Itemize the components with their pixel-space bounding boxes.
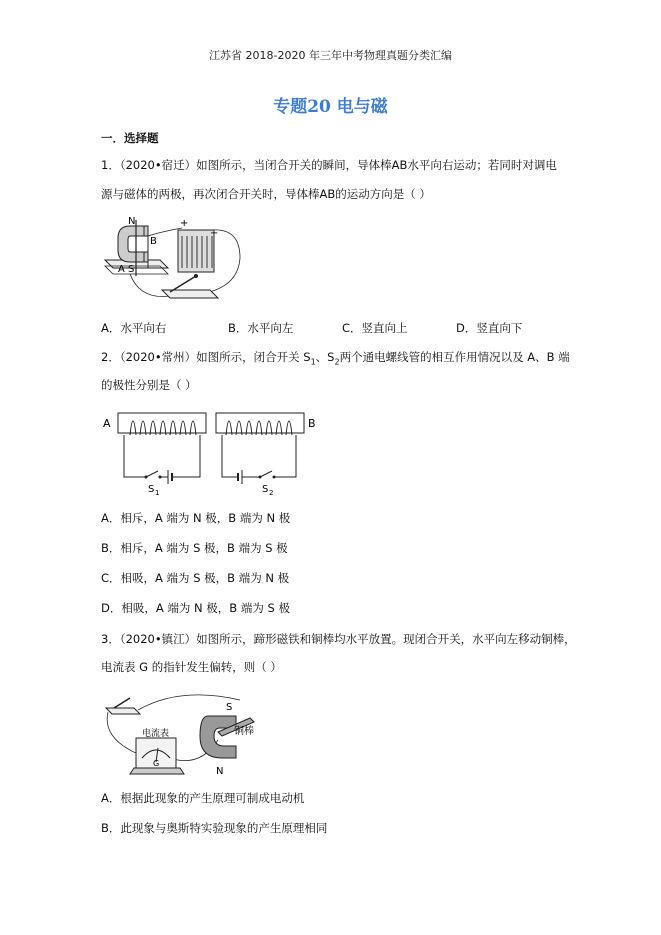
document-header: 江苏省 2018-2020 年三年中考物理真题分类汇编	[209, 49, 452, 62]
q1-label-b: B	[150, 236, 157, 247]
q2-figure-solenoids	[100, 405, 330, 500]
q1-stem-line2: 源与磁体的两极，再次闭合开关时，导体棒AB的运动方向是（ ）	[101, 187, 431, 201]
q1-stem-line1: 1．（2020•宿迁）如图所示，当闭合开关的瞬间，导体棒AB水平向右运动；若同时对调电	[101, 158, 557, 172]
q3-figure-induction-experiment	[100, 688, 260, 778]
q3-label-n: N	[216, 766, 224, 777]
q2-label-b: B	[308, 417, 316, 430]
q2-option-b[interactable]: B．相斥，A 端为 S 极，B 端为 S 极	[101, 541, 288, 555]
page-title: 专题20 电与磁	[273, 97, 388, 117]
q3-stem-line1: 3．（2020•镇江）如图所示，蹄形磁铁和铜棒均水平放置。现闭合开关，水平向左移动铜棒，	[101, 632, 576, 646]
q3-label-g: G	[153, 759, 160, 768]
q1-option-a[interactable]: A．水平向右	[101, 321, 167, 335]
q3-label-rod: 铜棒	[234, 726, 254, 737]
q2-label-s2: S	[262, 484, 269, 495]
q2-stem-line1: 2．（2020•常州）如图所示，闭合开关 $S_1$、$S_2$两个通电螺线管的相互作用情况以及 A、B 端	[101, 350, 570, 367]
q1-option-b[interactable]: B．水平向左	[228, 321, 294, 335]
q3-label-s: S	[226, 702, 233, 713]
q1-figure-motor-experiment	[100, 208, 250, 308]
q2-stem-line2: 的极性分别是（ ）	[101, 378, 197, 392]
section-heading: 一．选择题	[101, 131, 159, 145]
q1-label-n: N	[128, 216, 136, 227]
q2-option-d[interactable]: D．相吸，A 端为 N 极，B 端为 S 极	[101, 601, 290, 615]
q1-label-plus: +	[180, 218, 189, 229]
q2-label-s2-sub: 2	[269, 489, 274, 497]
q1-label-minus: −	[210, 228, 219, 239]
q1-label-a: A	[118, 264, 125, 275]
q1-option-d[interactable]: D．竖直向下	[456, 321, 523, 335]
q1-option-c[interactable]: C．竖直向上	[342, 321, 408, 335]
q3-option-b[interactable]: B．此现象与奥斯特实验现象的产生原理相同	[101, 821, 328, 835]
q3-label-ammeter: 电流表	[142, 729, 170, 739]
q2-label-s1-sub: 1	[155, 489, 160, 497]
q1-label-s: S	[128, 264, 135, 275]
q2-label-a: A	[103, 417, 111, 430]
q2-option-a[interactable]: A．相斥，A 端为 N 极，B 端为 N 极	[101, 511, 291, 525]
q2-label-s1: S	[148, 484, 155, 495]
q2-option-c[interactable]: C．相吸，A 端为 S 极，B 端为 N 极	[101, 571, 290, 585]
q3-stem-line2: 电流表 G 的指针发生偏转，则（ ）	[101, 660, 282, 674]
q3-option-a[interactable]: A．根据此现象的产生原理可制成电动机	[101, 791, 305, 805]
